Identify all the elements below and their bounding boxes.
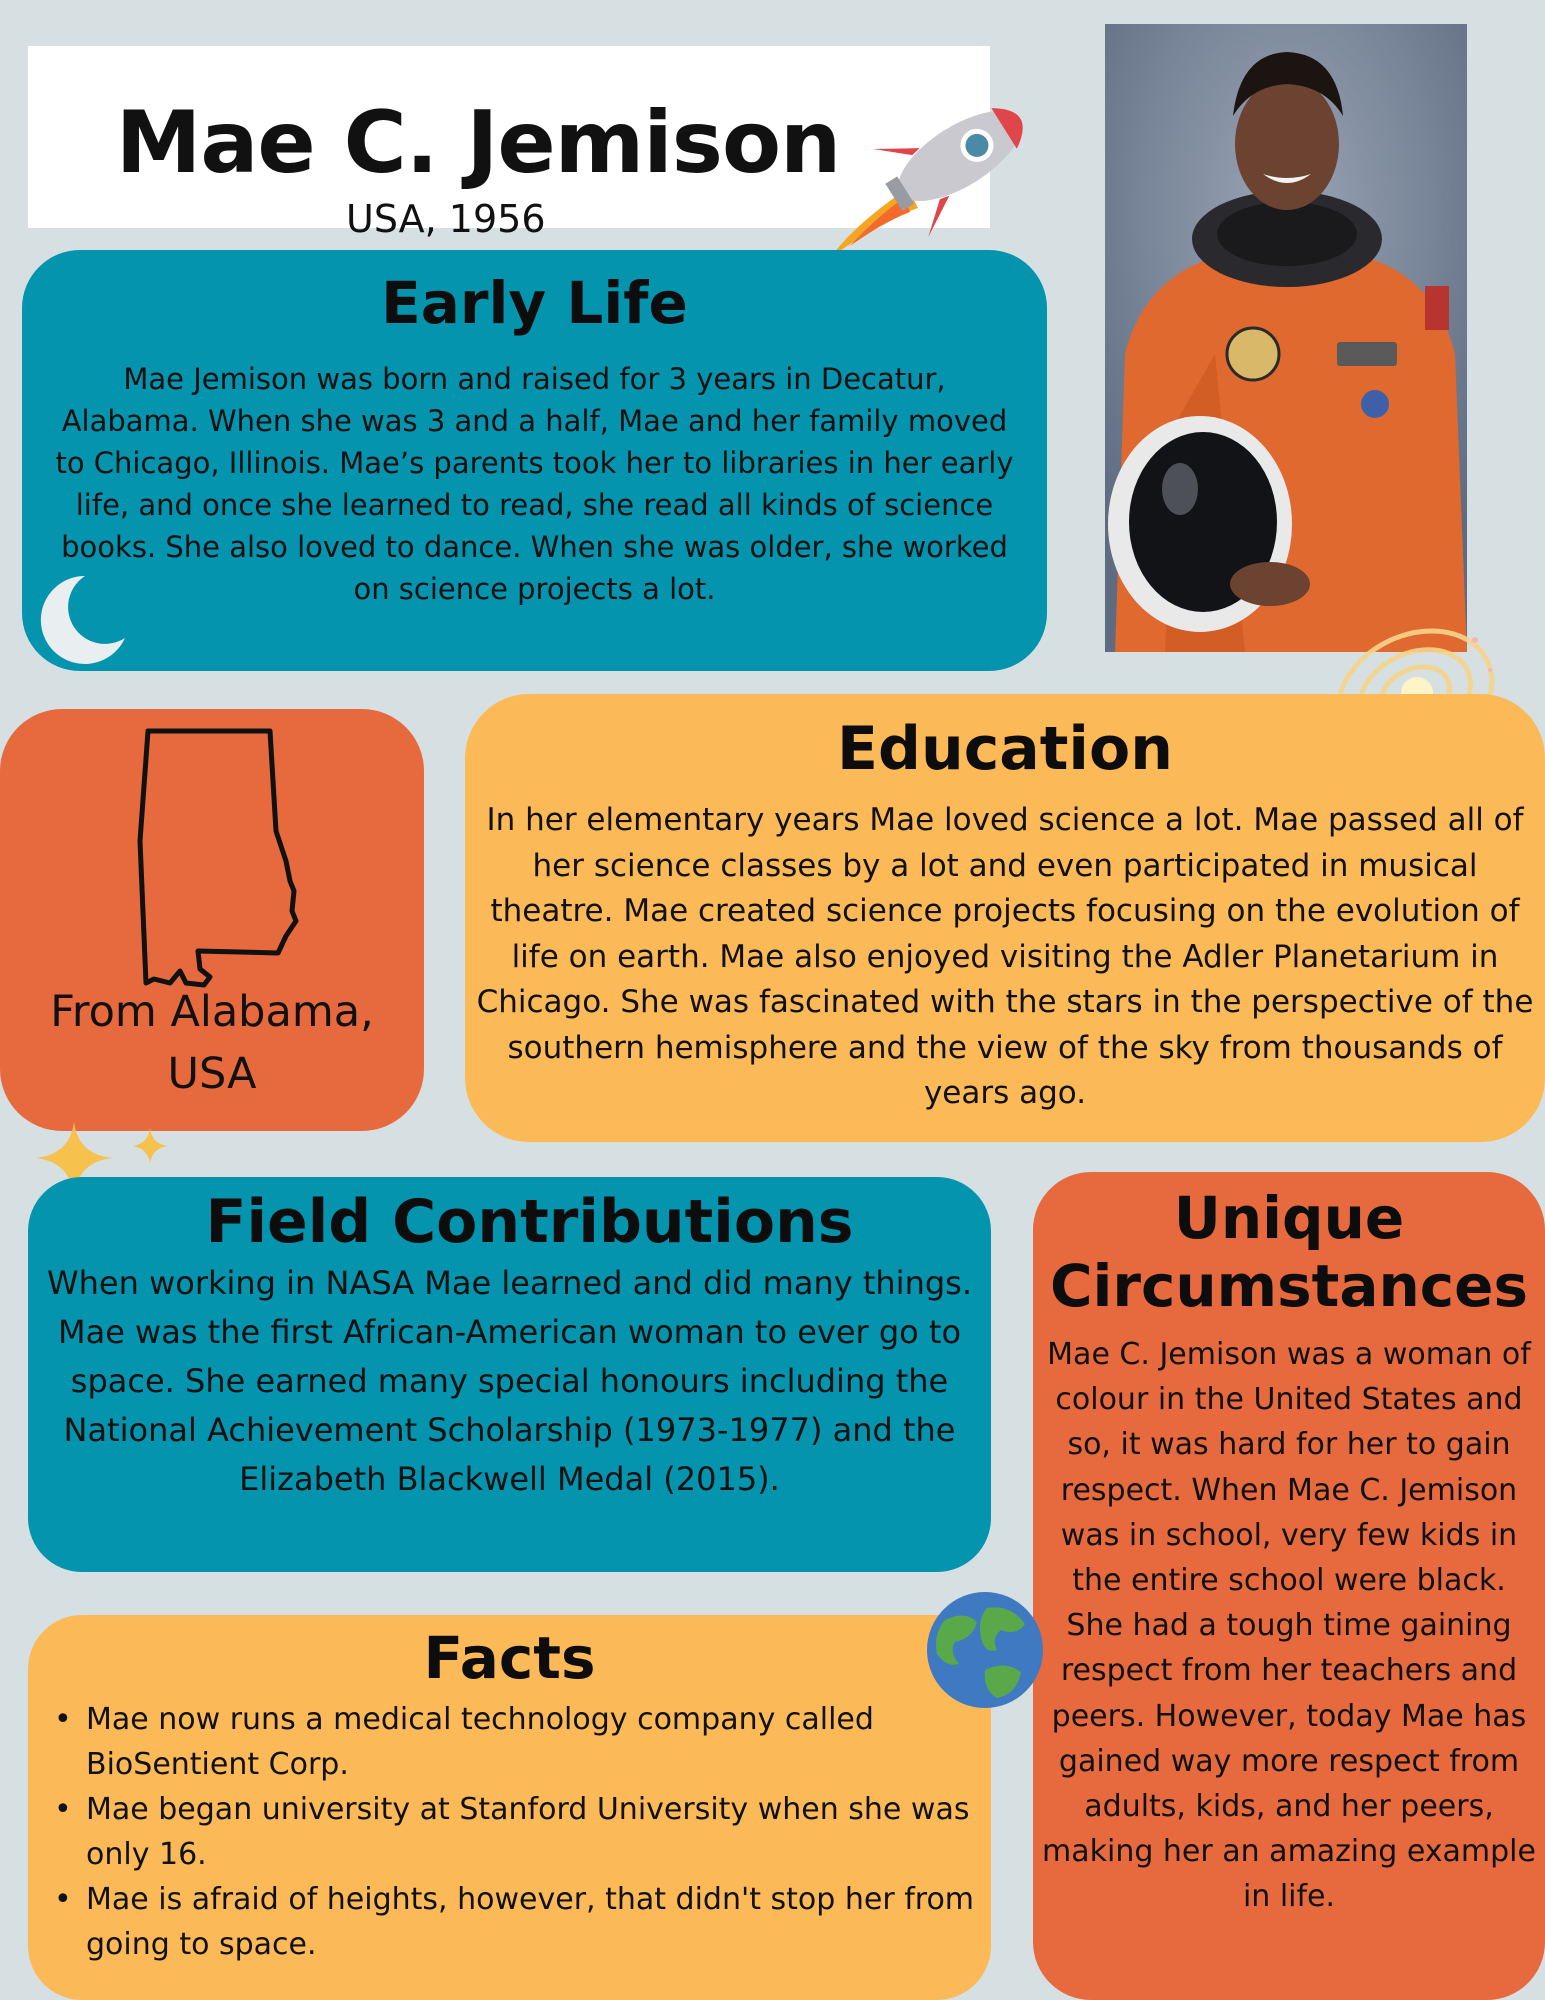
early-life-card	[22, 250, 1047, 671]
education-text: In her elementary years Mae loved science a lot. Mae passed all of her science classes by a lot and even participated in musical theatre. Mae created science projects focusing on the evolution of life on earth. Mae also enjoyed visiting the Adler Planetarium in Chicago. She was fascinated with the stars in the perspective of the southern hemisphere and the view of the sky from thousands of years ago.	[476, 802, 1534, 1111]
early-life-heading: Early Life	[381, 269, 688, 337]
fact-item: • Mae now runs a medical technology company called BioSentient Corp.	[86, 1697, 986, 1787]
unique-circumstances-card	[1033, 1172, 1545, 2000]
page-subtitle: USA, 1956	[346, 197, 546, 241]
facts-card	[28, 1615, 991, 2000]
globe-icon	[925, 1590, 1045, 1710]
unique-circumstances-heading: Unique Circumstances	[1049, 1184, 1529, 1320]
origin-caption-line1: From Alabama,	[50, 987, 374, 1037]
education-heading: Education	[837, 714, 1173, 784]
education-card	[465, 694, 1545, 1142]
astronaut-photo	[1105, 24, 1467, 652]
early-life-text: Mae Jemison was born and raised for 3 years in Decatur, Alabama. When she was 3 and a half, Mae and her family moved to Chicago, Illinois. Mae’s parents took her to libraries in her early life, and once she learned to read, she read all kinds of science books. She also loved to dance. When she was older, she worked on science projects a lot.	[55, 362, 1014, 606]
field-contributions-text: When working in NASA Mae learned and did many things. Mae was the first African-American woman to ever go to space. She earned many special honours including the National Achievement Scholarship (1973-1977) and the Elizabeth Blackwell Medal (2015).	[47, 1264, 972, 1498]
unique-circumstances-text: Mae C. Jemison was a woman of colour in the United States and so, it was hard for her to gain respect. When Mae C. Jemison was in school, very few kids in the entire school were black. She had a tough time gaining respect from her teachers and peers. However, today Mae has gained way more respect from adults, kids, and her peers, making her an amazing example in life.	[1042, 1337, 1536, 1915]
origin-card	[0, 709, 424, 1131]
rocket-icon	[790, 96, 1050, 266]
fact-item: • Mae began university at Stanford University when she was only 16.	[86, 1787, 986, 1877]
origin-caption-line2: USA	[167, 1049, 257, 1099]
alabama-map-icon	[118, 721, 308, 991]
field-contributions-heading: Field Contributions	[205, 1187, 854, 1257]
moon-icon	[30, 568, 130, 668]
fact-item: • Mae is afraid of heights, however, that didn't stop her from going to space.	[86, 1877, 986, 1967]
origin-caption	[0, 981, 424, 1105]
field-contributions-card	[28, 1177, 991, 1572]
astronaut-portrait-image	[1105, 24, 1467, 652]
facts-list	[86, 1697, 986, 1967]
page-title: Mae C. Jemison	[115, 93, 841, 193]
facts-heading: Facts	[423, 1624, 596, 1692]
